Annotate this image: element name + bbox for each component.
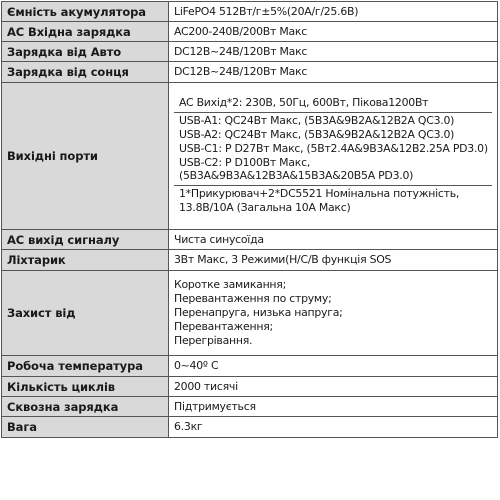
spec-label: Кількість циклів — [2, 377, 169, 397]
spec-row-cycle-count — [2, 377, 498, 397]
spec-value — [169, 62, 498, 83]
spec-value-line: (5В3А&9В3А&12В3А&15В3А&20В5А PD3.0) — [179, 169, 414, 183]
spec-value-line: 13.8В/10А (Загальна 10А Макс) — [179, 201, 351, 215]
spec-value — [169, 417, 498, 438]
spec-value-line: Перенапруга, низька напруга; — [174, 306, 343, 320]
usb-output-block — [174, 113, 492, 187]
spec-value-line: 6.3кг — [174, 420, 203, 434]
spec-label: Зарядка від сонця — [2, 62, 169, 83]
spec-value — [169, 377, 498, 397]
spec-row-weight — [2, 417, 498, 438]
spec-label: Сквозна зарядка — [2, 397, 169, 417]
spec-row-battery-capacity — [2, 2, 498, 22]
spec-value — [169, 356, 498, 377]
spec-row-protection — [2, 271, 498, 356]
spec-label: Ємність акумулятора — [2, 2, 169, 22]
spec-value-line: 3Вт Макс, 3 Режими(Н/С/В функція SOS — [174, 253, 392, 267]
spec-row-solar-charging — [2, 62, 498, 83]
spec-value-line: DC12В~24В/120Вт Макс — [174, 65, 308, 79]
spec-label: АС Вхідна зарядка — [2, 22, 169, 42]
spec-value — [169, 230, 498, 250]
spec-value-line: USB-C2: P D100Вт Макс, — [179, 155, 311, 169]
spec-value-line: USB-C1: P D27Вт Макс, (5Вт2.4А&9В3А&12В2.25А PD3.0) — [179, 141, 488, 155]
spec-value — [169, 271, 498, 356]
spec-row-car-charging — [2, 42, 498, 62]
spec-label: Робоча температура — [2, 356, 169, 377]
spec-value — [169, 2, 498, 22]
spec-value-line: AC Вихід*2: 230В, 50Гц, 600Вт, Пікова1200Вт — [179, 95, 429, 109]
spec-row-flashlight — [2, 250, 498, 271]
spec-label: Захист від — [2, 271, 169, 356]
spec-label: Зарядка від Авто — [2, 42, 169, 62]
spec-value-line: 2000 тисячі — [174, 379, 238, 393]
spec-value — [169, 42, 498, 62]
spec-table — [1, 1, 498, 438]
spec-row-output-ports — [2, 83, 498, 230]
spec-value-line: USB-A1: QC24Вт Макс, (5В3А&9В2А&12В2А QC3.0) — [179, 113, 455, 127]
spec-value-line: LiFePO4 512Вт/г±5%(20А/г/25.6В) — [174, 4, 359, 18]
spec-row-ac-input — [2, 22, 498, 42]
spec-value-line: Перевантаження; — [174, 319, 273, 333]
spec-value-line: Коротке замикання; — [174, 278, 287, 292]
dc-output-block — [174, 186, 492, 217]
spec-value-line: Перегрівання. — [174, 333, 253, 347]
spec-value-line: 1*Прикурювач+2*DC5521 Номінальна потужність, — [179, 187, 460, 201]
spec-value — [169, 83, 498, 230]
spec-row-ac-signal — [2, 230, 498, 250]
spec-value — [169, 397, 498, 417]
spec-value-line: Підтримується — [174, 399, 256, 413]
spec-row-operating-temp — [2, 356, 498, 377]
spec-value — [169, 250, 498, 271]
ac-output-block — [174, 95, 492, 113]
spec-label: Ліхтарик — [2, 250, 169, 271]
spec-value-line: DC12В~24В/120Вт Макс — [174, 44, 308, 58]
spec-value-line: USB-A2: QC24Вт Макс, (5В3А&9В2А&12В2А QC3.0) — [179, 127, 455, 141]
spec-label: Вихідні порти — [2, 83, 169, 230]
spec-value-line: 0~40º C — [174, 359, 219, 373]
spec-value-line: Чиста синусоїда — [174, 232, 264, 246]
spec-value — [169, 22, 498, 42]
spec-row-pass-through — [2, 397, 498, 417]
spec-value-line: Перевантаження по струму; — [174, 292, 332, 306]
spec-label: АС вихід сигналу — [2, 230, 169, 250]
spec-label: Вага — [2, 417, 169, 438]
spec-value-line: AC200-240В/200Вт Макс — [174, 24, 307, 38]
